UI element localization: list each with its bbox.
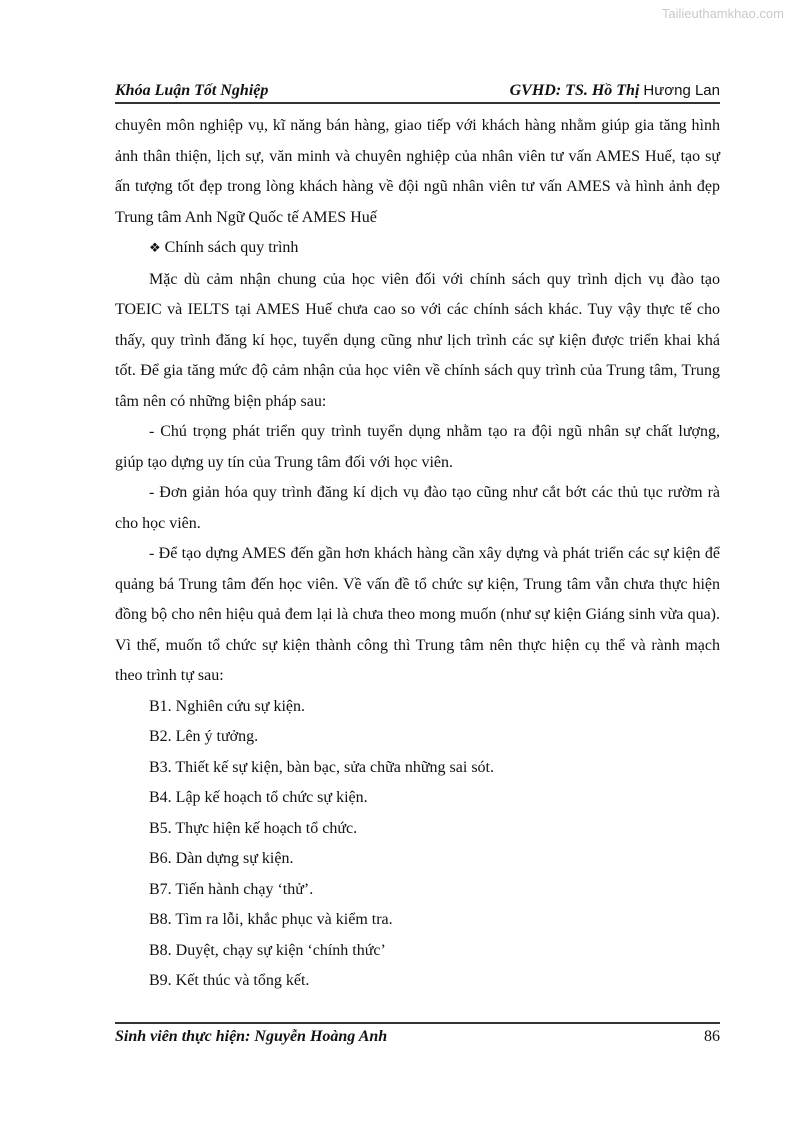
page-header — [115, 76, 720, 104]
step-item: B1. Nghiên cứu sự kiện. — [149, 697, 305, 715]
page-body — [115, 111, 720, 997]
section-heading-text: Chính sách quy trình — [164, 239, 299, 256]
header-thesis-title: Khóa Luận Tốt Nghiệp — [115, 82, 269, 99]
paragraph-events: - Để tạo dựng AMES đến gần hơn khách hàng cần xây dựng và phát triển các sự kiện để quảng bá Trung tâm đến học viên. Về vấn đề tổ chức sự kiện, Trung tâm vẫn chưa thực hiện đồng bộ cho nên hiệu quả đem lại là chưa theo mong muốn (như sự kiện Giáng sinh vừa qua). Vì thế, muốn tổ chức sự kiện thành công thì Trung tâm nên thực hiện cụ thể và rành mạch theo trình tự sau: — [115, 545, 720, 684]
step-item: B2. Lên ý tưởng. — [149, 728, 259, 745]
step-item: B6. Dàn dựng sự kiện. — [149, 850, 294, 867]
page-number: 86 — [704, 1028, 720, 1045]
step-item: B5. Thực hiện kế hoạch tổ chức. — [149, 819, 358, 837]
step-item: B9. Kết thúc và tổng kết. — [149, 972, 310, 989]
header-supervisor-plain: Hương Lan — [643, 82, 720, 99]
footer-author: Sinh viên thực hiện: Nguyễn Hoàng Anh — [115, 1028, 388, 1045]
step-item: B8. Duyệt, chạy sự kiện ‘chính thức’ — [149, 941, 386, 959]
section-heading — [115, 233, 720, 265]
step-item: B4. Lập kế hoạch tổ chức sự kiện. — [149, 789, 368, 806]
watermark: Tailieuthamkhao.com — [661, 6, 784, 21]
paragraph-simplify: - Đơn giản hóa quy trình đăng kí dịch vụ đào tạo cũng như cắt bớt các thủ tục rườm rà cho học viên. — [115, 484, 720, 532]
paragraph-recruitment: - Chú trọng phát triển quy trình tuyển dụng nhằm tạo ra đội ngũ nhân sự chất lượng, giúp tạo dựng uy tín của Trung tâm đối với học viên. — [115, 423, 720, 471]
step-item: B8. Tìm ra lỗi, khắc phục và kiểm tra. — [149, 911, 393, 928]
paragraph-intro: chuyên môn nghiệp vụ, kĩ năng bán hàng, giao tiếp với khách hàng nhằm giúp gia tăng hình ảnh thân thiện, lịch sự, văn minh và chuyên nghiệp của nhân viên tư vấn AMES Huế, tạo sự ấn tượng tốt đẹp trong lòng khách hàng về đội ngũ nhân viên tư vấn AMES và hình ảnh đẹp Trung tâm Anh Ngữ Quốc tế AMES Huế — [115, 117, 720, 226]
header-supervisor — [510, 82, 720, 100]
page-footer — [115, 1022, 720, 1046]
step-item: B7. Tiến hành chạy ‘thử’. — [149, 880, 314, 898]
diamond-bullet-icon: ❖ — [149, 241, 161, 256]
paragraph-policy: Mặc dù cảm nhận chung của học viên đối với chính sách quy trình dịch vụ đào tạo TOEIC và IELTS tại AMES Huế chưa cao so với các chính sách khác. Tuy vậy thực tế cho thấy, quy trình đăng kí học, tuyển dụng cũng như lịch trình các sự kiện được triển khai khá tốt. Để gia tăng mức độ cảm nhận của học viên về chính sách quy trình của Trung tâm, Trung tâm nên có những biện pháp sau: — [115, 270, 720, 410]
header-supervisor-bold: GVHD: TS. Hồ Thị — [509, 82, 640, 99]
step-item: B3. Thiết kế sự kiện, bàn bạc, sửa chữa những sai sót. — [149, 758, 494, 776]
